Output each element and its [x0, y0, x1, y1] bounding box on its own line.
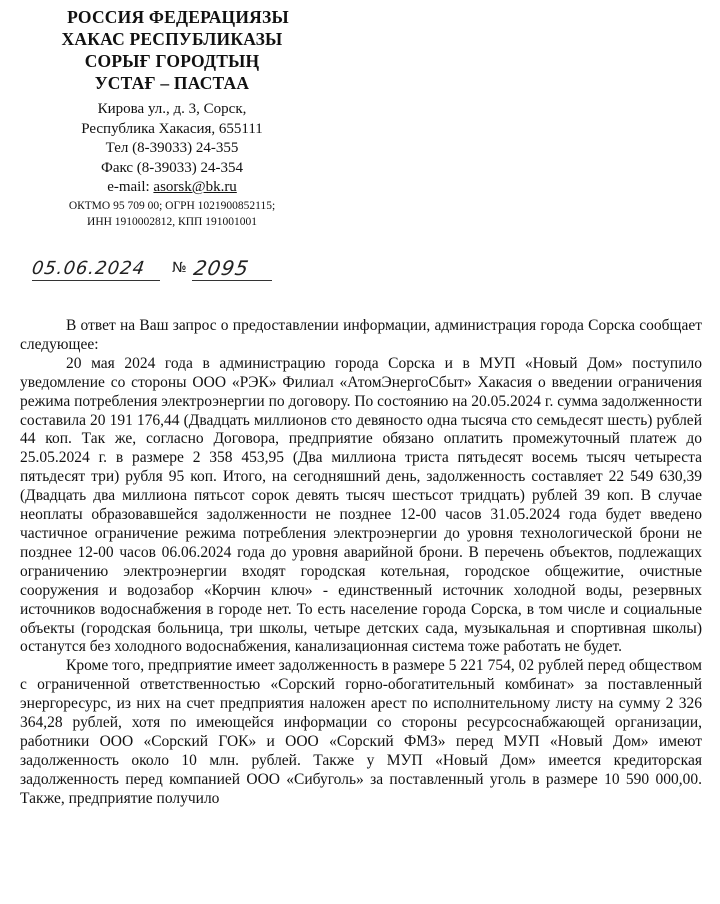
title-line-1: РОССИЯ ФЕДЕРАЦИЯЗЫ — [67, 7, 289, 27]
handwritten-date: 05.06.2024 — [30, 258, 147, 279]
paragraph-intro: В ответ на Ваш запрос о предоставлении информации, администрация города Сорска сообщает следующее: — [20, 317, 702, 353]
handwritten-date-number — [32, 256, 272, 288]
registration-codes-1: ОКТМО 95 709 00; ОГРН 1021900852115; — [68, 199, 276, 212]
letter-body — [20, 317, 702, 809]
registration-codes-2: ИНН 1910002812, КПП 191001001 — [87, 215, 257, 228]
address-fax: Факс (8-39033) 24-354 — [100, 159, 244, 176]
email-label: e-mail: — [107, 179, 154, 195]
address-region: Республика Хакасия, 655111 — [81, 120, 263, 137]
paragraph-electricity-debt: 20 мая 2024 года в администрацию города Сорска и в МУП «Новый Дом» поступило уведомление со стороны ООО «РЭК» Филиал «АтомЭнергоСбыт» Хакасия о введении ограничения режима потребления электроэнергии по договору. По состоянию на 20.05.2024 г. сумма задолженности составила 20 191 176,44 (Двадцать миллионов сто девяносто одна тысяча сто семьдесят шесть) рублей 44 коп. Так же, согласно Договора, предприятие обязано оплатить промежуточный платеж до 25.05.2024 г. в размере 2 358 453,95 (Два миллиона триста пятьдесят восемь тысяч четыреста пятьдесят три) рубля 95 коп. Итого, на сегодняшний день, задолженность составляет 22 549 630,39 (Двадцать два миллиона пятьсот сорок девять тысяч шестьсот тридцать) рублей 39 коп. В случае неоплаты образовавшейся задолженности не позднее 12-00 часов 31.05.2024 года будет введено частичное ограничение режима потребления электроэнергии до уровня технологической брони не позднее 12-00 часов 06.06.2024 года до уровня аварийной брони. В перечень объектов, подлежащих ограничению электроэнергии входят городская котельная, городское общежитие, очистные сооружения и водозабор «Корчин ключ» - единственный источник холодной воды, резервных источников водоснабжения в городе нет. То есть население города Сорска, в том числе и социальные объекты (городская больница, три школы, четыре детских сада, музыкальная и спортивная школы) останутся без холодного водоснабжения, канализационная система тоже работать не будет. — [20, 354, 702, 656]
number-sign: № — [172, 260, 187, 276]
title-line-3: СОРЫҒ ГОРОДТЫҢ — [84, 51, 260, 71]
handwritten-number: 2095 — [191, 256, 252, 280]
address-email — [22, 178, 322, 198]
number-underline — [192, 280, 272, 281]
title-line-2: ХАКАС РЕСПУБЛИКАЗЫ — [61, 29, 283, 49]
date-underline — [32, 280, 160, 281]
paragraph-other-debts: Кроме того, предприятие имеет задолженность в размере 5 221 754, 02 рублей перед обществом с ограниченной ответственностью «Сорский горно-обогатительный комбинат» за поставленный энергоресурс, из них на счет предприятия наложен арест по исполнительному листу на сумму 2 326 364,28 рублей, хотя по имеющейся информации со стороны ресурсоснабжающей организации, работники ООО «Сорский ГОК» и ООО «Сорский ФМЗ» перед МУП «Новый Дом» имеют задолженность около 10 млн. рублей. Также у МУП «Новый Дом» имеется кредиторская задолженность перед компанией ООО «Сибуголь» за поставленный уголь в размере 10 590 000,00. Также, предприятие получило — [20, 657, 702, 807]
letterhead-address — [22, 100, 322, 230]
address-phone: Тел (8-39033) 24-355 — [105, 140, 239, 156]
letterhead-title — [22, 6, 322, 94]
title-line-4: УСТАҒ – ПАСТАА — [94, 73, 250, 93]
email-value: asorsk@bk.ru — [153, 179, 237, 195]
address-street: Кирова ул., д. 3, Сорск, — [97, 101, 247, 117]
